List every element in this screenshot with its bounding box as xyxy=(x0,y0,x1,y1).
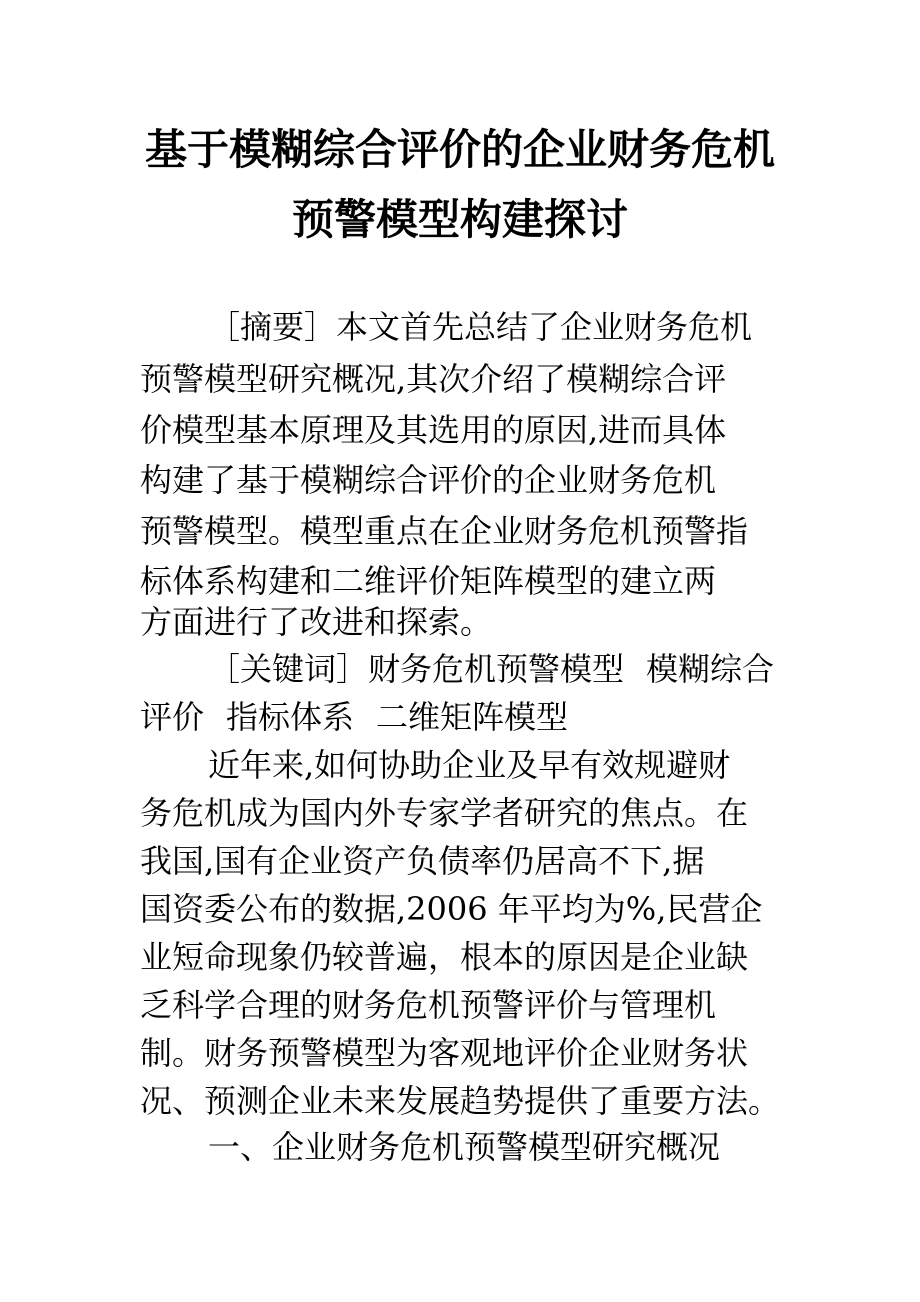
keyword-term: 评价 xyxy=(140,698,205,736)
keywords-line-2 xyxy=(140,694,790,740)
abstract-line: 预警模型研究概况,其次介绍了模糊综合评 xyxy=(140,360,727,398)
keywords-line-1 xyxy=(208,646,790,692)
body-line: 况、预测企业未来发展趋势提供了重要方法。 xyxy=(140,1082,781,1120)
abstract-line: ［摘要］本文首先总结了企业财务危机 xyxy=(208,308,753,346)
abstract-line: 标体系构建和二维评价矩阵模型的建立两 xyxy=(140,562,717,600)
abstract-line: 构建了基于模糊综合评价的企业财务危机 xyxy=(140,461,717,499)
abstract-line: 预警模型。模型重点在企业财务危机预警指 xyxy=(140,512,749,550)
keyword-term: 模糊综合 xyxy=(646,650,775,688)
body-line: 我国,国有企业资产负债率仍居高不下,据 xyxy=(140,842,705,880)
document-title-line-2: 预警模型构建探讨 xyxy=(291,195,628,244)
keyword-term: 二维矩阵模型 xyxy=(376,698,569,736)
abstract-line: 方面进行了改进和探索。 xyxy=(140,603,493,641)
body-line: 乏科学合理的财务危机预警评价与管理机 xyxy=(140,986,717,1024)
body-line: 业短命现象仍较普遍，根本的原因是企业缺 xyxy=(140,938,749,976)
abstract-line: 价模型基本原理及其选用的原因,进而具体 xyxy=(140,411,727,449)
keyword-term: 财务危机预警模型 xyxy=(368,650,625,688)
body-line: 近年来,如何协助企业及早有效规避财 xyxy=(208,746,731,784)
keyword-term: 指标体系 xyxy=(226,698,355,736)
keywords-label: ［关键词］ xyxy=(208,650,369,688)
document-title-line-1: 基于模糊综合评价的企业财务危机 xyxy=(144,125,775,174)
section-heading: 一、企业财务危机预警模型研究概况 xyxy=(208,1128,721,1166)
body-line: 国资委公布的数据,2006 年平均为%,民营企 xyxy=(140,890,763,928)
body-line: 制。财务预警模型为客观地评价企业财务状 xyxy=(140,1034,749,1072)
body-line: 务危机成为国内外专家学者研究的焦点。在 xyxy=(140,794,749,832)
